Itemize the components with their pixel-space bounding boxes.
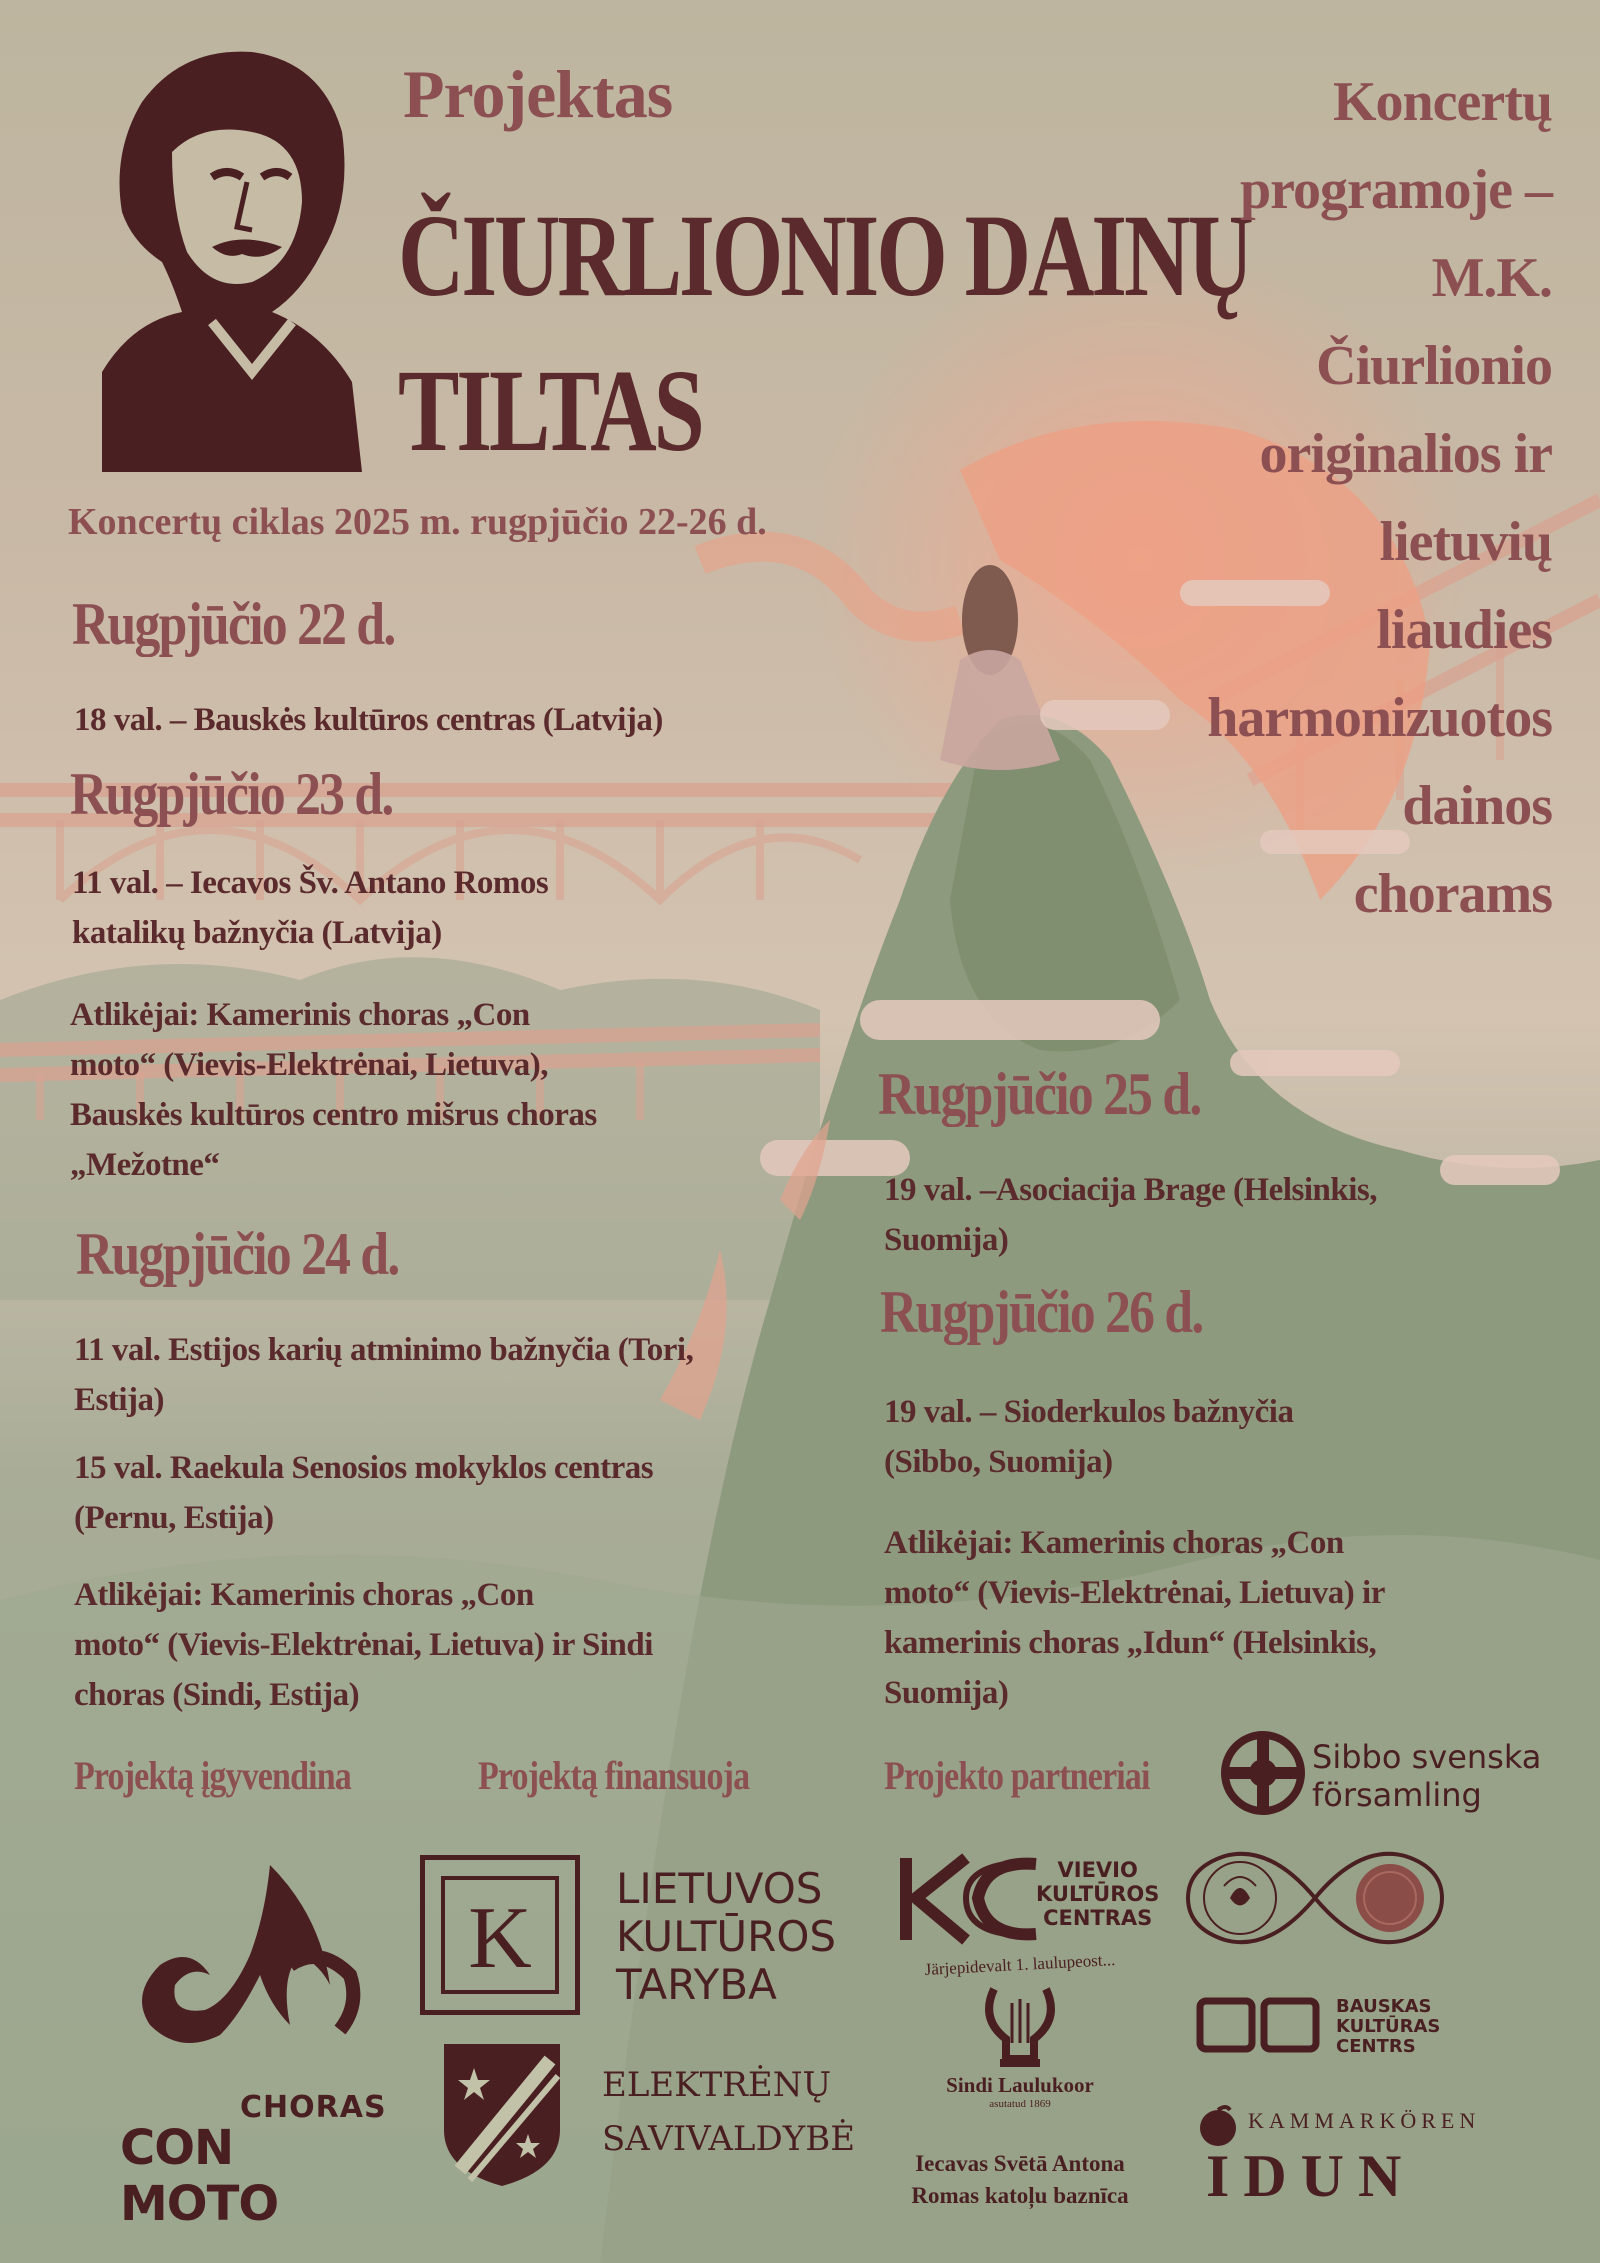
project-title-line-2: TILTAS bbox=[398, 345, 702, 476]
bauskas-line: KULTŪRAS bbox=[1336, 2016, 1441, 2037]
day-23-performers bbox=[70, 990, 597, 1190]
day-24-item-line: 15 val. Raekula Senosios mokyklos centras bbox=[74, 1450, 654, 1486]
concert-cycle-dates: Koncertų ciklas 2025 m. rugpjūčio 22-26 d. bbox=[68, 501, 767, 543]
bauskas-emblem-icon bbox=[1196, 1995, 1322, 2055]
partners-label: Projekto partneriai bbox=[884, 1753, 1150, 1798]
day-25-item bbox=[884, 1165, 1377, 1265]
vievio-kc-emblem-icon bbox=[896, 1850, 1046, 1945]
iecavas-line: Romas katoļu baznīca bbox=[911, 2183, 1129, 2208]
vievio-line: VIEVIO bbox=[1057, 1858, 1138, 1882]
sibbo-line: församling bbox=[1312, 1776, 1482, 1814]
con-moto-logo bbox=[120, 1855, 387, 2232]
elektrenai-coat-of-arms-icon bbox=[440, 2040, 564, 2190]
day-24-item-1 bbox=[74, 1325, 693, 1425]
infinity-partner-logo-icon bbox=[1180, 1838, 1450, 1958]
day-26-item-line: (Sibbo, Suomija) bbox=[884, 1444, 1113, 1480]
day-26-item bbox=[884, 1387, 1293, 1487]
day-24-item-line: Estija) bbox=[74, 1382, 164, 1418]
program-description bbox=[1132, 58, 1552, 938]
ciurlionis-portrait bbox=[62, 42, 362, 472]
day-25-item-line: Suomija) bbox=[884, 1222, 1009, 1258]
vievio-line: KULTŪROS bbox=[1036, 1882, 1160, 1906]
bauskas-line: BAUSKAS bbox=[1336, 1996, 1432, 2017]
day-23-item bbox=[72, 858, 548, 958]
sibbo-logo bbox=[1216, 1728, 1556, 1818]
idun-name: IDUN bbox=[1206, 2143, 1416, 2209]
vievio-line: CENTRAS bbox=[1043, 1906, 1153, 1930]
day-24-item-line: 11 val. Estijos karių atminimo bažnyčia (Tori, bbox=[74, 1332, 694, 1368]
elektrenai-line: SAVIVALDYBĖ bbox=[602, 2119, 856, 2159]
program-line: programoje – bbox=[1240, 159, 1552, 221]
idun-logo bbox=[1196, 2100, 1481, 2210]
day-24-performers bbox=[74, 1570, 653, 1720]
project-title-line-1: ČIURLIONIO DAINŲ bbox=[398, 190, 1251, 321]
lyre-icon bbox=[980, 1979, 1060, 2069]
iecavas-line: Iecavas Svētā Antona bbox=[915, 2151, 1125, 2176]
day-24-heading: Rugpjūčio 24 d. bbox=[76, 1221, 399, 1287]
day-24-item-2 bbox=[74, 1443, 653, 1543]
performers-line: moto“ (Vievis-Elektrėnai, Lietuva) ir bbox=[884, 1575, 1385, 1611]
ltk-logo bbox=[420, 1855, 850, 2025]
con-moto-line-1: CHORAS bbox=[240, 2090, 387, 2125]
sibbo-cross-icon bbox=[1216, 1728, 1310, 1818]
performers-line: Atlikėjai: Kamerinis choras „Con bbox=[70, 997, 530, 1033]
program-line: Koncertų bbox=[1332, 71, 1552, 133]
iecavas-church-logo bbox=[890, 2148, 1150, 2212]
ltk-line: KULTŪROS bbox=[616, 1912, 837, 1961]
performers-line: moto“ (Vievis-Elektrėnai, Lietuva), bbox=[70, 1047, 549, 1083]
vievio-logo bbox=[896, 1850, 1160, 1950]
program-line: dainos bbox=[1402, 775, 1552, 837]
day-26-item-line: 19 val. – Sioderkulos bažnyčia bbox=[884, 1394, 1294, 1430]
program-line: M.K. bbox=[1431, 247, 1552, 309]
ltk-letter: K bbox=[468, 1890, 532, 1987]
sindi-established: asutatud 1869 bbox=[989, 2098, 1051, 2110]
idun-arc-text: KAMMARKÖREN bbox=[1248, 2108, 1481, 2133]
performers-line: Atlikėjai: Kamerinis choras „Con bbox=[884, 1525, 1344, 1561]
bauskas-line: CENTRS bbox=[1336, 2036, 1416, 2057]
day-25-item-line: 19 val. –Asociacija Brage (Helsinkis, bbox=[884, 1172, 1377, 1208]
sibbo-line: Sibbo svenska bbox=[1312, 1738, 1542, 1776]
day-26-heading: Rugpjūčio 26 d. bbox=[880, 1279, 1203, 1345]
day-25-heading: Rugpjūčio 25 d. bbox=[878, 1061, 1201, 1127]
sindi-logo bbox=[900, 1950, 1140, 2125]
ltk-line: TARYBA bbox=[616, 1960, 777, 2009]
bauskas-logo bbox=[1196, 1995, 1516, 2075]
day-23-item-line: katalikų bažnyčia (Latvija) bbox=[72, 915, 442, 951]
performers-line: moto“ (Vievis-Elektrėnai, Lietuva) ir Sindi bbox=[74, 1627, 653, 1663]
performers-line: Bauskės kultūros centro mišrus choras bbox=[70, 1097, 597, 1133]
funds-label: Projektą finansuoja bbox=[478, 1753, 750, 1798]
performers-line: „Mežotne“ bbox=[70, 1147, 220, 1183]
project-subtitle: Projektas bbox=[403, 56, 673, 132]
con-moto-line-2: CON MOTO bbox=[120, 2120, 279, 2232]
implements-label: Projektą įgyvendina bbox=[74, 1753, 351, 1798]
performers-line: Atlikėjai: Kamerinis choras „Con bbox=[74, 1577, 534, 1613]
performers-line: Suomija) bbox=[884, 1675, 1009, 1711]
sindi-name: Sindi Laulukoor bbox=[946, 2073, 1094, 2097]
day-26-performers bbox=[884, 1518, 1385, 1718]
ltk-line: LIETUVOS bbox=[616, 1864, 823, 1913]
performers-line: choras (Sindi, Estija) bbox=[74, 1677, 360, 1713]
program-line: liaudies bbox=[1376, 599, 1552, 661]
day-24-item-line: (Pernu, Estija) bbox=[74, 1500, 274, 1536]
day-22-heading: Rugpjūčio 22 d. bbox=[72, 591, 395, 657]
day-22-item: 18 val. – Bauskės kultūros centras (Latvija) bbox=[74, 702, 663, 738]
program-line: chorams bbox=[1353, 863, 1552, 925]
sindi-arc-text: Järjepidevalt 1. laulupeost... bbox=[924, 1950, 1116, 1979]
elektrenai-line: ELEKTRĖNŲ bbox=[602, 2065, 832, 2105]
program-line: originalios ir bbox=[1259, 423, 1552, 485]
program-line: Čiurlionio bbox=[1316, 335, 1552, 397]
program-line: harmonizuotos bbox=[1207, 687, 1552, 749]
program-line: lietuvių bbox=[1379, 511, 1552, 573]
elektrenai-logo bbox=[440, 2040, 860, 2200]
day-23-item-line: 11 val. – Iecavos Šv. Antano Romos bbox=[72, 865, 549, 901]
day-23-heading: Rugpjūčio 23 d. bbox=[70, 761, 393, 827]
con-moto-emblem-icon bbox=[120, 1855, 380, 2075]
performers-line: kamerinis choras „Idun“ (Helsinkis, bbox=[884, 1625, 1377, 1661]
